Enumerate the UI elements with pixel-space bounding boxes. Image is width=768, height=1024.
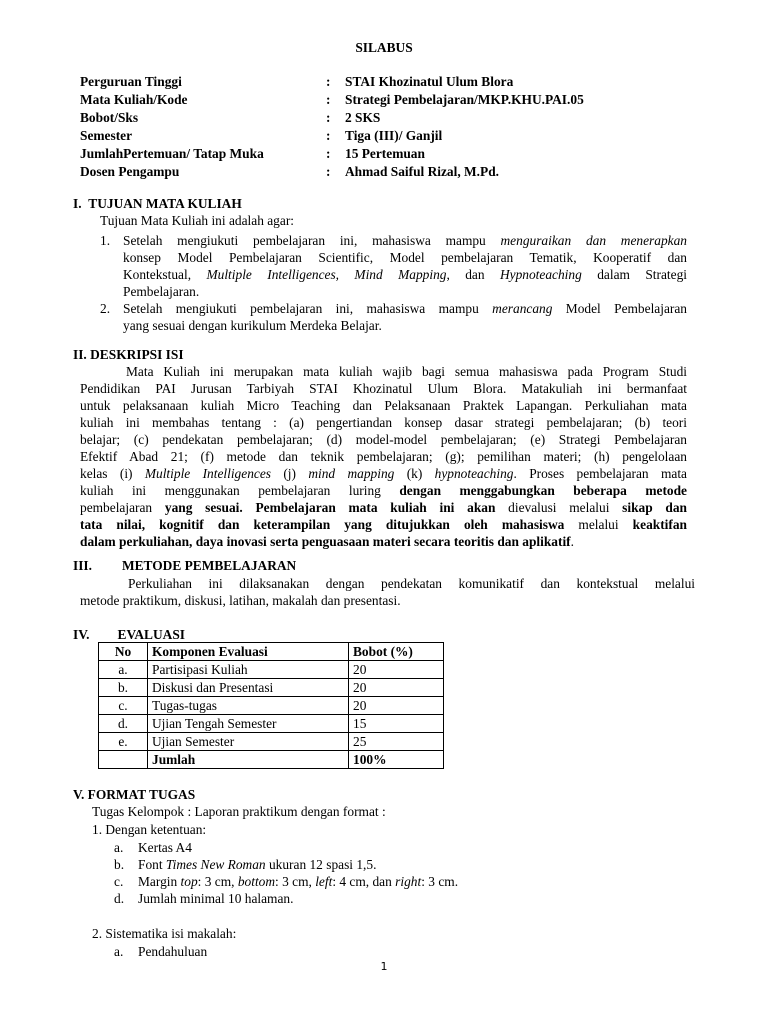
deskripsi-line: kelas (i) Multiple Intelligences (j) mind mapping (k) hypnoteaching. Proses pembelajaran mata bbox=[80, 466, 687, 481]
tujuan-item-1-line: Kontekstual, Multiple Intelligences, Mind Mapping, dan Hypnoteaching dalam Strategi bbox=[123, 267, 687, 282]
evaluation-table bbox=[98, 642, 444, 769]
document-title: SILABUS bbox=[355, 40, 413, 55]
deskripsi-line: dalam perkuliahan, daya inovasi serta penguasaan materi secara teoritis dan aplikatif. bbox=[80, 534, 575, 549]
list-letter: d. bbox=[114, 891, 125, 906]
table-header-row: No Komponen Evaluasi Bobot (%) bbox=[99, 643, 444, 661]
deskripsi-line: Efektif Abad 21; (f) metode dan teknik pembelajaran; (g); pemilihan materi; (h) pengelolaan bbox=[80, 449, 687, 464]
tujuan-intro: Tujuan Mata Kuliah ini adalah agar: bbox=[100, 213, 294, 228]
section-heading-format-tugas: V. FORMAT TUGAS bbox=[73, 787, 196, 802]
tujuan-item-2-line: yang sesuai dengan kurikulum Merdeka Belajar. bbox=[123, 318, 382, 333]
format-sub-item: Pendahuluan bbox=[138, 944, 208, 959]
list-letter: a. bbox=[114, 840, 124, 855]
tujuan-item-1-line: Pembelajaran. bbox=[123, 284, 200, 299]
format-intro: Tugas Kelompok : Laporan praktikum dengan format : bbox=[92, 804, 386, 819]
deskripsi-line: pembelajaran yang sesuai. Pembelajaran mata kuliah ini akan dievalusi melalui sikap dan bbox=[80, 500, 688, 515]
format-sub-item: Margin top: 3 cm, bottom: 3 cm, left: 4 cm, dan right: 3 cm. bbox=[138, 874, 459, 889]
section-heading-deskripsi: II. DESKRIPSI ISI bbox=[73, 347, 184, 362]
table-row: a. Partisipasi Kuliah 20 bbox=[99, 661, 444, 679]
format-sub-item: Kertas A4 bbox=[138, 840, 192, 855]
list-letter: a. bbox=[114, 944, 124, 959]
table-row: b. Diskusi dan Presentasi 20 bbox=[99, 679, 444, 697]
deskripsi-line: belajar; (c) pendekatan pembelajaran; (d) model-model pembelajaran; (e) Strategi Pembelajaran bbox=[80, 432, 687, 447]
deskripsi-line: untuk pelaksanaan kuliah Micro Teaching dan Pelaksanaan Praktek Lapangan. Perkuliahan mata bbox=[80, 398, 687, 413]
format-item-2: 2. Sistematika isi makalah: bbox=[92, 926, 237, 941]
metode-line: Perkuliahan ini dilaksanakan dengan pendekatan komunikatif dan kontekstual melalui bbox=[128, 576, 695, 591]
list-number: 2. bbox=[100, 301, 111, 316]
metode-line: metode praktikum, diskusi, latihan, makalah dan presentasi. bbox=[80, 593, 401, 608]
section-heading-evaluasi: IV. EVALUASI bbox=[73, 627, 185, 642]
tujuan-item-2-line: Setelah mengiukuti pembelajaran ini, mahasiswa mampu merancang Model Pembelajaran bbox=[123, 301, 687, 316]
tujuan-item-1-line: Setelah mengiukuti pembelajaran ini, mahasiswa mampu menguraikan dan menerapkan bbox=[123, 233, 687, 248]
list-letter: b. bbox=[114, 857, 125, 872]
format-sub-item: Jumlah minimal 10 halaman. bbox=[138, 891, 294, 906]
deskripsi-line: Mata Kuliah ini merupakan mata kuliah wajib bagi semua mahasiswa pada Program Studi bbox=[126, 364, 687, 379]
list-number: 1. bbox=[100, 233, 111, 248]
deskripsi-line: kuliah ini menggunakan pembelajaran luring dengan menggabungkan beberapa metode bbox=[80, 483, 687, 498]
deskripsi-line: kuliah ini membahas tentang : (a) pengertiandan konsep dasar strategi pembelajaran; (b) teori bbox=[80, 415, 687, 430]
format-sub-item: Font Times New Roman ukuran 12 spasi 1,5. bbox=[138, 857, 377, 872]
section-heading-tujuan: I. TUJUAN MATA KULIAH bbox=[73, 196, 242, 211]
table-row: d. Ujian Tengah Semester 15 bbox=[99, 715, 444, 733]
table-row: c. Tugas-tugas 20 bbox=[99, 697, 444, 715]
deskripsi-line: Pendidikan PAI Jurusan Tarbiyah STAI Khozinatul Ulum Blora. Matakuliah ini bermanfaat bbox=[80, 381, 687, 396]
table-total-row: Jumlah 100% bbox=[99, 751, 444, 769]
tujuan-item-1-line: konsep Model Pembelajaran Scientific, Model pembelajaran Tematik, Kooperatif dan bbox=[123, 250, 687, 265]
deskripsi-line: tata nilai, kognitif dan keterampilan yang ditujukkan oleh mahasiswa melalui keaktifan bbox=[80, 517, 687, 532]
format-item-1: 1. Dengan ketentuan: bbox=[92, 822, 207, 837]
table-row: e. Ujian Semester 25 bbox=[99, 733, 444, 751]
list-letter: c. bbox=[114, 874, 124, 889]
page-number: 1 bbox=[380, 960, 388, 973]
section-heading-metode: III. METODE PEMBELAJARAN bbox=[73, 558, 297, 573]
